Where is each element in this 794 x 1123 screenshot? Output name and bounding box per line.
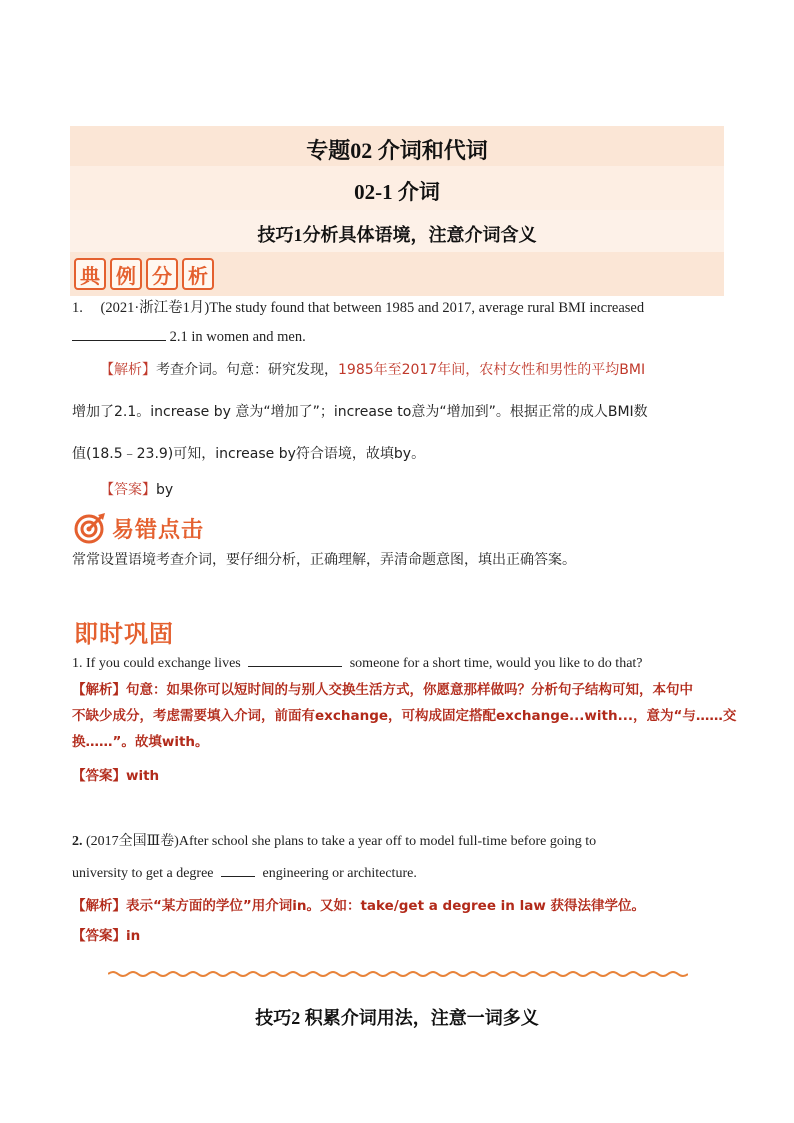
badge-char: 典 [74, 258, 106, 290]
question-text: If you could exchange lives [86, 656, 241, 671]
analysis-text: 句意：如果你可以短时间的与别人交换生活方式，你愿意那样做吗？分析句子结构可知，本句中 [126, 682, 693, 698]
target-icon [74, 512, 106, 544]
answer-tag: 【答案】 [100, 482, 156, 498]
analysis-line [72, 680, 722, 700]
analysis-tag: 【解析】 [72, 682, 126, 698]
question-text: someone for a short time, would you like to do that? [349, 656, 643, 671]
badge-char: 例 [110, 258, 142, 290]
question-source: (2017全国Ⅲ卷) [86, 834, 179, 849]
practice-question-line [72, 832, 722, 852]
question-text: university to get a degree [72, 866, 214, 881]
example-question-line [72, 298, 722, 318]
answer-text: by [156, 482, 174, 498]
analysis-tag: 【解析】 [100, 362, 156, 378]
answer-line [72, 926, 722, 946]
example-question-line [72, 326, 722, 347]
answer-blank [72, 326, 166, 341]
analysis-line: 换……”。故填with。 [72, 734, 209, 750]
analysis-line [72, 896, 722, 916]
question-text: 2.1 in women and men. [169, 329, 306, 345]
tip-heading: 技巧1分析具体语境，注意介词含义 [257, 225, 537, 245]
answer-blank [248, 652, 342, 667]
practice-question-line [72, 652, 722, 674]
error-tips-label: 易错点击 [112, 517, 205, 543]
question-number: 1. [72, 300, 83, 316]
error-tips-text: 常常设置语境考查介词，要仔细分析，正确理解，弄清命题意图，填出正确答案。 [72, 552, 576, 568]
practice-header [74, 614, 174, 649]
badge-char: 分 [146, 258, 178, 290]
question-number: 1. [72, 656, 83, 671]
answer-line [100, 480, 750, 500]
wavy-divider [108, 970, 688, 978]
answer-text: with [126, 768, 160, 784]
analysis-line: 不缺少成分，考虑需要填入介词，前面有exchange，可构成固定搭配exchange...with...，意为“与……交 [72, 708, 737, 724]
page-title: 专题02 介词和代词 [306, 138, 488, 163]
answer-tag: 【答案】 [72, 768, 126, 784]
error-tips-header [74, 512, 204, 544]
example-analysis-badge [74, 258, 214, 290]
practice-question-line [72, 862, 722, 884]
analysis-text: 增加了2.1。increase by 意为“增加了”；increase to意为“增加到”。根据正常的成人BMI数 [72, 404, 648, 420]
question-source: (2021·浙江卷1月) [100, 300, 210, 316]
answer-blank [221, 862, 255, 877]
analysis-text: 考查介词。句意：研究发现， [156, 362, 338, 378]
question-number: 2. [72, 834, 83, 849]
answer-tag: 【答案】 [72, 928, 126, 944]
analysis-line [72, 444, 722, 464]
badge-char: 析 [182, 258, 214, 290]
analysis-line [72, 402, 722, 422]
analysis-text-red: 1985年至2017年间，农村女性和男性的平均BMI [338, 362, 646, 378]
answer-line [72, 766, 722, 786]
question-text: engineering or architecture. [262, 866, 417, 881]
section-subtitle: 02-1 介词 [354, 180, 440, 204]
analysis-line [100, 360, 722, 380]
practice-label: 即时巩固 [74, 620, 174, 648]
analysis-text: 值(18.5﹣23.9)可知，increase by符合语境，故填by。 [72, 446, 426, 462]
question-text: After school she plans to take a year off to model full-time before going to [178, 834, 597, 849]
analysis-tag: 【解析】 [72, 898, 126, 914]
analysis-text: 表示“某方面的学位”用介词in。又如：take/get a degree in law 获得法律学位。 [126, 898, 646, 914]
tip-heading: 技巧2 积累介词用法，注意一词多义 [255, 1008, 539, 1028]
question-text: The study found that between 1985 and 2017, average rural BMI increased [209, 300, 645, 316]
answer-text: in [126, 928, 141, 944]
